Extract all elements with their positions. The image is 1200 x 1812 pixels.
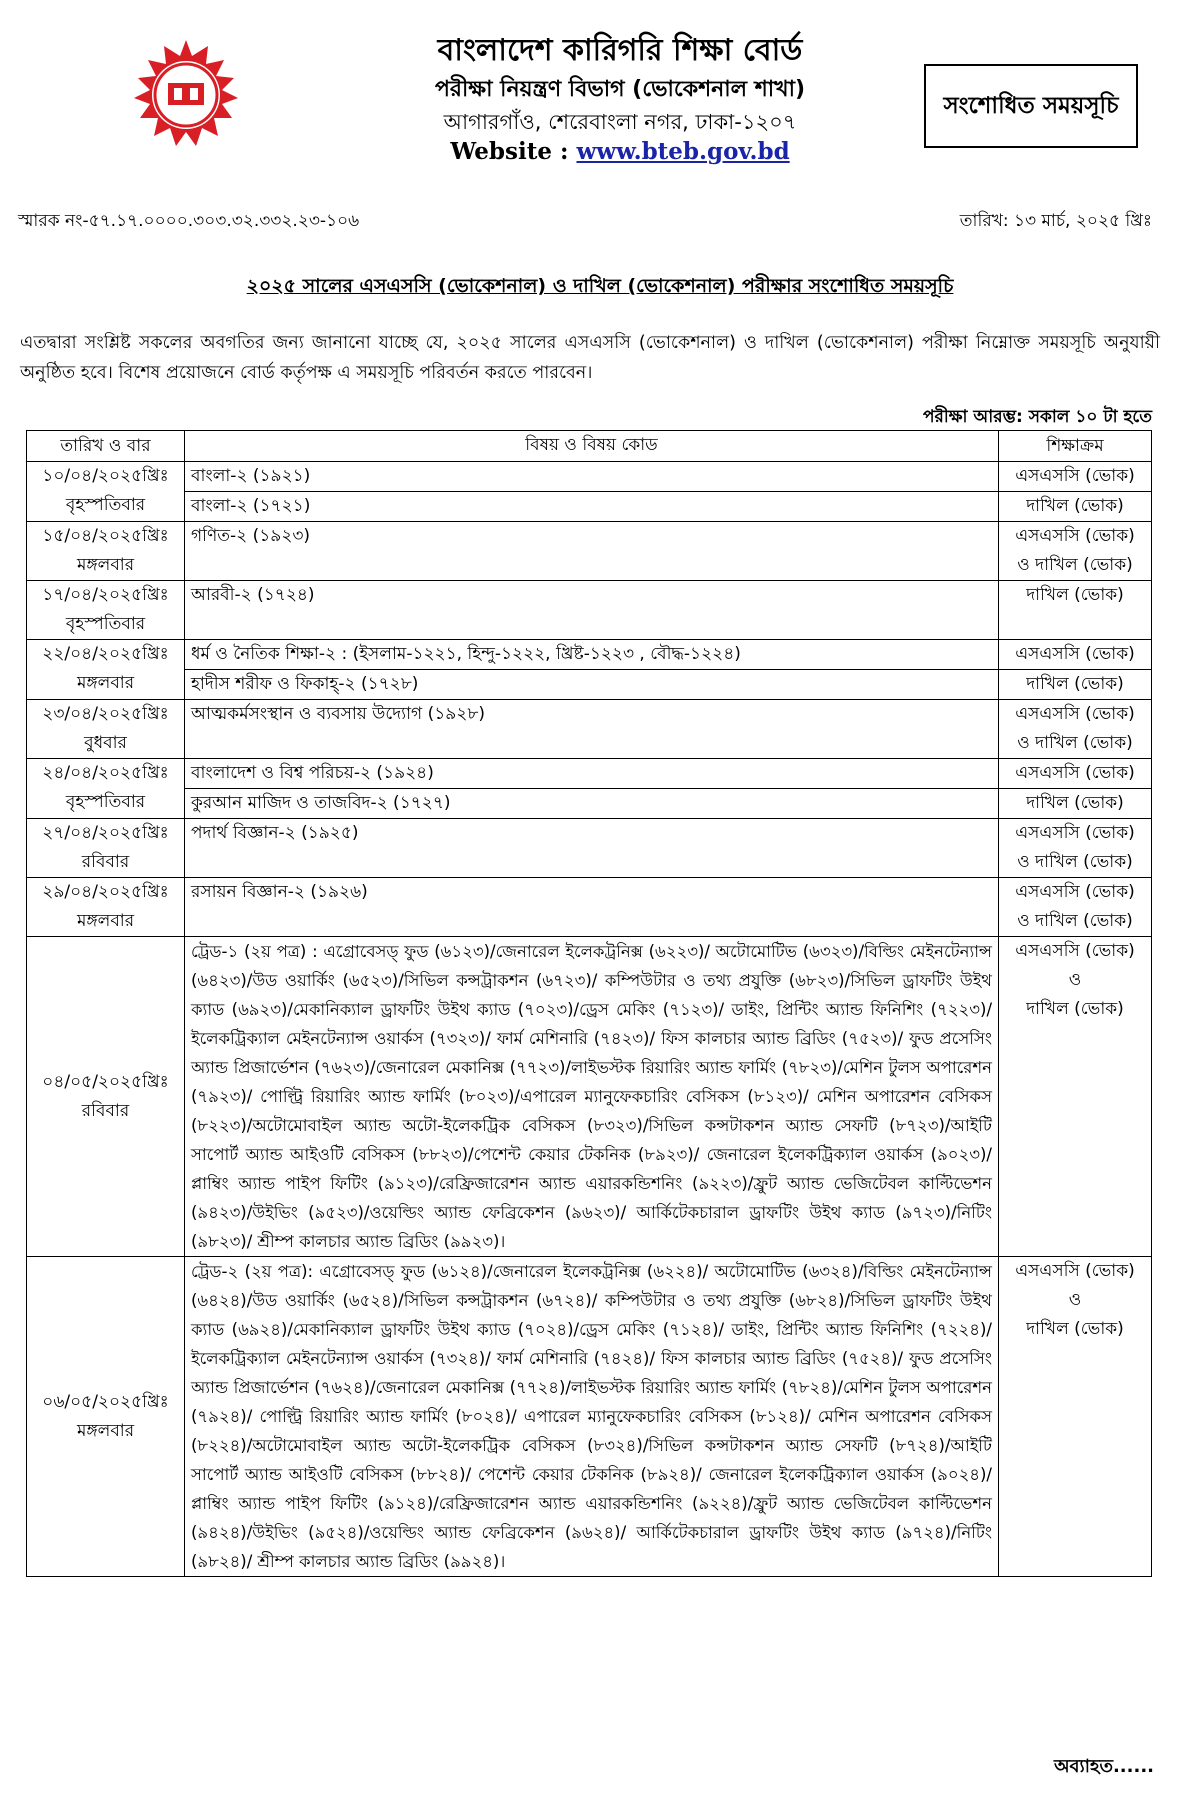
subject-cell: রসায়ন বিজ্ঞান-২ (১৯২৬): [185, 878, 999, 937]
table-row: [27, 640, 1152, 670]
level-line: এসএসসি (ভোক): [1015, 823, 1135, 843]
exam-day: মঙ্গলবার: [76, 555, 135, 575]
revised-schedule-box: সংশোধিত সময়সূচি: [924, 64, 1138, 148]
website-line: [250, 138, 990, 165]
table-row: [27, 670, 1152, 700]
table-header-row: [27, 431, 1152, 462]
date-cell: [27, 462, 185, 522]
level-line: ও: [1068, 970, 1082, 990]
level-line: এসএসসি (ভোক): [1015, 704, 1135, 724]
board-logo: [130, 38, 242, 150]
board-address: আগারগাঁও, শেরেবাংলা নগর, ঢাকা-১২০৭: [443, 110, 797, 134]
header-date: তারিখ ও বার: [27, 431, 185, 462]
subject-cell: হাদীস শরীফ ও ফিকাহ্‌-২ (১৭২৮): [185, 670, 999, 700]
table-row: [27, 819, 1152, 878]
exam-date: ২৭/০৪/২০২৫খ্রিঃ: [42, 823, 169, 843]
level-cell: দাখিল (ভোক): [999, 581, 1152, 640]
exam-date: ১৭/০৪/২০২৫খ্রিঃ: [42, 585, 169, 605]
continued-note: অব্যাহত......: [1053, 1756, 1154, 1777]
date-cell: [27, 700, 185, 759]
exam-date: ২২/০৪/২০২৫খ্রিঃ: [42, 644, 169, 664]
memo-date: তারিখ: ১৩ মার্চ, ২০২৫ খ্রিঃ: [959, 211, 1152, 231]
exam-date: ২৩/০৪/২০২৫খ্রিঃ: [42, 704, 169, 724]
table-row: [27, 522, 1152, 581]
subject-cell: আত্মকর্মসংস্থান ও ব্যবসায় উদ্যোগ (১৯২৮): [185, 700, 999, 759]
date-cell: [27, 1257, 185, 1577]
level-line: ও দাখিল (ভোক): [1017, 555, 1133, 575]
level-line: ও দাখিল (ভোক): [1017, 911, 1133, 931]
exam-day: বুধবার: [84, 733, 127, 753]
subject-cell: ট্রেড-১ (২য় পত্র) : এগ্রোবেসড্‌ ফুড (৬১২৩)/জেনারেল ইলেকট্রনিক্স (৬২২৩)/ অটোমোটিভ (৬৩২৩)/বিল্ডিং মেইনটেন্যান্স (৬৪২৩)/উড ওয়ার্কিং (৬৫২৩)/সিভিল কন্সট্রাকশন (৬৭২৩)/ কম্পিউটার ও তথ্য প্রযুক্তি (৬৮২৩)/সিভিল ড্রাফটিং উইথ ক্যাড (৬৯২৩)/মেকানিক্যাল ড্রাফটিং উইথ ক্যাড (৭০২৩)/ড্রেস মেকিং (৭১২৩)/ ডাইং, প্রিন্টিং অ্যান্ড ফিনিশিং (৭২২৩)/ ইলেকট্রিক্যাল মেইনটেন্যান্স ওয়ার্কস (৭৩২৩)/ ফার্ম মেশিনারি (৭৪২৩)/ ফিস কালচার অ্যান্ড ব্রিডিং (৭৫২৩)/ ফুড প্রসেসিং অ্যান্ড প্রিজার্ভেশন (৭৬২৩)/জেনারেল মেকানিক্স (৭৭২৩)/লাইভস্টক রিয়ারিং অ্যান্ড ফার্মিং (৭৮২৩)/মেশিন টুলস অপারেশন (৭৯২৩)/ পোল্ট্রি রিয়ারিং অ্যান্ড ফার্মিং (৮০২৩)/এপারেল ম্যানুফেকচারিং বেসিকস (৮১২৩)/ মেশিন অপারেশন বেসিকস (৮২২৩)/অটোমোবাইল অ্যান্ড অটো-ইলেকট্রিক বেসিকস (৮৩২৩)/সিভিল কন্সটাকশন অ্যান্ড সেফটি (৮৭২৩)/আইটি সাপোর্ট অ্যান্ড আইওটি বেসিকস (৮৮২৩)/পেশেন্ট কেয়ার টেকনিক (৮৯২৩)/ জেনারেল ইলেকট্রিক্যাল ওয়ার্কস (৯০২৩)/প্লাম্বিং অ্যান্ড পাইপ ফিটিং (৯১২৩)/রেফ্রিজারেশন অ্যান্ড এয়ারকন্ডিশনিং (৯২২৩)/ফ্রুট অ্যান্ড ভেজিটেবল কাল্টিভেশন (৯৪২৩)/উইভিং (৯৫২৩)/ওয়েল্ডিং অ্যান্ড ফেব্রিকেশন (৯৬২৩)/ আর্কিটেকচারাল ড্রাফটিং উইথ ক্যাড (৯৭২৩)/নিটিং (৯৮২৩)/ শ্রীম্প কালচার অ্যান্ড ব্রিডিং (৯৯২৩)।: [185, 937, 999, 1257]
notice-heading-text: ২০২৫ সালের এসএসসি (ভোকেশনাল) ও দাখিল (ভোকেশনাল) পরীক্ষার সংশোধিত সময়সূচি: [246, 275, 954, 297]
board-name: বাংলাদেশ কারিগরি শিক্ষা বোর্ড: [437, 33, 803, 68]
exam-date: ০৬/০৫/২০২৫খ্রিঃ: [42, 1391, 169, 1412]
level-cell: দাখিল (ভোক): [999, 670, 1152, 700]
exam-date: ১৫/০৪/২০২৫খ্রিঃ: [42, 526, 169, 546]
subject-cell: ধর্ম ও নৈতিক শিক্ষা-২ : (ইসলাম-১২২১, হিন্দু-১২২২, খ্রিষ্ট-১২২৩ , বৌদ্ধ-১২২৪): [185, 640, 999, 670]
department-name: পরীক্ষা নিয়ন্ত্রণ বিভাগ (ভোকেশনাল শাখা): [434, 77, 806, 102]
level-line: এসএসসি (ভোক): [1015, 526, 1135, 546]
level-cell: এসএসসি (ভোক): [999, 640, 1152, 670]
date-cell: [27, 522, 185, 581]
subject-cell: পদার্থ বিজ্ঞান-২ (১৯২৫): [185, 819, 999, 878]
level-line: এসএসসি (ভোক): [1015, 882, 1135, 902]
level-cell: এসএসসি (ভোক): [999, 759, 1152, 789]
website-label: Website :: [450, 138, 569, 165]
level-cell: দাখিল (ভোক): [999, 492, 1152, 522]
memo-reference: স্মারক নং-৫৭.১৭.০০০০.৩০৩.৩২.৩৩২.২৩-১০৬: [18, 211, 360, 231]
level-line: ও: [1068, 1290, 1082, 1310]
subject-cell: বাংলা-২ (১৭২১): [185, 492, 999, 522]
level-cell: [999, 937, 1152, 1257]
subject-cell: আরবী-২ (১৭২৪): [185, 581, 999, 640]
header-level: শিক্ষাক্রম: [999, 431, 1152, 462]
subject-cell: গণিত-২ (১৯২৩): [185, 522, 999, 581]
header-subject: বিষয় ও বিষয় কোড: [185, 431, 999, 462]
exam-day: রবিবার: [81, 1100, 130, 1121]
date-cell: [27, 640, 185, 700]
date-cell: [27, 878, 185, 937]
table-row: [27, 759, 1152, 789]
level-cell: [999, 819, 1152, 878]
table-row: [27, 492, 1152, 522]
notice-heading: [0, 272, 1200, 304]
exam-date: ২৯/০৪/২০২৫খ্রিঃ: [42, 882, 169, 902]
level-cell: এসএসসি (ভোক): [999, 462, 1152, 492]
table-row: [27, 700, 1152, 759]
level-cell: দাখিল (ভোক): [999, 789, 1152, 819]
exam-day: মঙ্গলবার: [76, 1420, 135, 1441]
exam-start-time: পরীক্ষা আরম্ভ: সকাল ১০ টা হতে: [923, 407, 1152, 427]
date-cell: [27, 581, 185, 640]
exam-day: বৃহস্পতিবার: [65, 792, 146, 812]
subject-cell: বাংলা-২ (১৯২১): [185, 462, 999, 492]
exam-day: বৃহস্পতিবার: [65, 614, 146, 634]
website-link[interactable]: www.bteb.gov.bd: [576, 138, 790, 165]
exam-day: বৃহস্পতিবার: [65, 495, 146, 515]
table-row: [27, 581, 1152, 640]
table-row: [27, 878, 1152, 937]
subject-cell: ট্রেড-২ (২য় পত্র): এগ্রোবেসড্‌ ফুড (৬১২৪)/জেনারেল ইলেকট্রনিক্স (৬২২৪)/ অটোমোটিভ (৬৩২৪)/বিল্ডিং মেইনটেন্যান্স (৬৪২৪)/উড ওয়ার্কিং (৬৫২৪)/সিভিল কন্সট্রাকশন (৬৭২৪)/ কম্পিউটার ও তথ্য প্রযুক্তি (৬৮২৪)/সিভিল ড্রাফটিং উইথ ক্যাড (৬৯২৪)/মেকানিক্যাল ড্রাফটিং উইথ ক্যাড (৭০২৪)/ড্রেস মেকিং (৭১২৪)/ ডাইং, প্রিন্টিং অ্যান্ড ফিনিশিং (৭২২৪)/ ইলেকট্রিক্যাল মেইনটেন্যান্স ওয়ার্কস (৭৩২৪)/ ফার্ম মেশিনারি (৭৪২৪)/ ফিস কালচার অ্যান্ড ব্রিডিং (৭৫২৪)/ ফুড প্রসেসিং অ্যান্ড প্রিজার্ভেশন (৭৬২৪)/জেনারেল মেকানিক্স (৭৭২৪)/লাইভস্টক রিয়ারিং অ্যান্ড ফার্মিং (৭৮২৪)/মেশিন টুলস অপারেশন (৭৯২৪)/ পোল্ট্রি রিয়ারিং অ্যান্ড ফার্মিং (৮০২৪)/ এপারেল ম্যানুফেকচারিং বেসিকস (৮১২৪)/ মেশিন অপারেশন বেসিকস (৮২২৪)/অটোমোবাইল অ্যান্ড অটো-ইলেকট্রিক বেসিকস (৮৩২৪)/সিভিল কন্সটাকশন অ্যান্ড সেফটি (৮৭২৪)/আইটি সাপোর্ট অ্যান্ড আইওটি বেসিকস (৮৮২৪)/ পেশেন্ট কেয়ার টেকনিক (৮৯২৪)/ জেনারেল ইলেকট্রিক্যাল ওয়ার্কস (৯০২৪)/প্লাম্বিং অ্যান্ড পাইপ ফিটিং (৯১২৪)/রেফ্রিজারেশন অ্যান্ড এয়ারকন্ডিশনিং (৯২২৪)/ফ্রুট অ্যান্ড ভেজিটেবল কাল্টিভেশন (৯৪২৪)/উইভিং (৯৫২৪)/ওয়েল্ডিং অ্যান্ড ফেব্রিকেশন (৯৬২৪)/ আর্কিটেকচারাল ড্রাফটিং উইথ ক্যাড (৯৭২৪)/নিটিং (৯৮২৪)/ শ্রীম্প কালচার অ্যান্ড ব্রিডিং (৯৯২৪)।: [185, 1257, 999, 1577]
subject-cell: বাংলাদেশ ও বিশ্ব পরিচয়-২ (১৯২৪): [185, 759, 999, 789]
level-line: এসএসসি (ভোক): [1015, 1261, 1135, 1281]
level-line: ও দাখিল (ভোক): [1017, 733, 1133, 753]
table-row: [27, 937, 1152, 1257]
date-cell: [27, 819, 185, 878]
exam-date: ১০/০৪/২০২৫খ্রিঃ: [42, 466, 169, 486]
level-cell: [999, 522, 1152, 581]
table-row: [27, 462, 1152, 492]
date-cell: [27, 759, 185, 819]
table-row: [27, 1257, 1152, 1577]
level-line: দাখিল (ভোক): [1026, 1319, 1124, 1339]
exam-schedule-table: [26, 430, 1152, 1577]
level-cell: [999, 878, 1152, 937]
date-cell: [27, 937, 185, 1257]
intro-paragraph: এতদ্বারা সংশ্লিষ্ট সকলের অবগতির জন্য জানানো যাচ্ছে যে, ২০২৫ সালের এসএসসি (ভোকেশনাল) ও দাখিল (ভোকেশনাল) পরীক্ষা নিম্নোক্ত সময়সূচি অনুযায়ী অনুষ্ঠিত হবে। বিশেষ প্রয়োজনে বোর্ড কর্তৃপক্ষ এ সময়সূচি পরিবর্তন করতে পারবেন।: [20, 333, 1160, 383]
level-line: দাখিল (ভোক): [1026, 999, 1124, 1019]
exam-date: ২৪/০৪/২০২৫খ্রিঃ: [42, 763, 169, 783]
exam-day: রবিবার: [81, 852, 130, 872]
subject-cell: কুরআন মাজিদ ও তাজবিদ-২ (১৭২৭): [185, 789, 999, 819]
table-row: [27, 789, 1152, 819]
exam-date: ০৪/০৫/২০২৫খ্রিঃ: [42, 1071, 169, 1092]
level-cell: [999, 1257, 1152, 1577]
level-line: এসএসসি (ভোক): [1015, 941, 1135, 961]
exam-day: মঙ্গলবার: [76, 673, 135, 693]
level-line: ও দাখিল (ভোক): [1017, 852, 1133, 872]
exam-day: মঙ্গলবার: [76, 911, 135, 931]
level-cell: [999, 700, 1152, 759]
